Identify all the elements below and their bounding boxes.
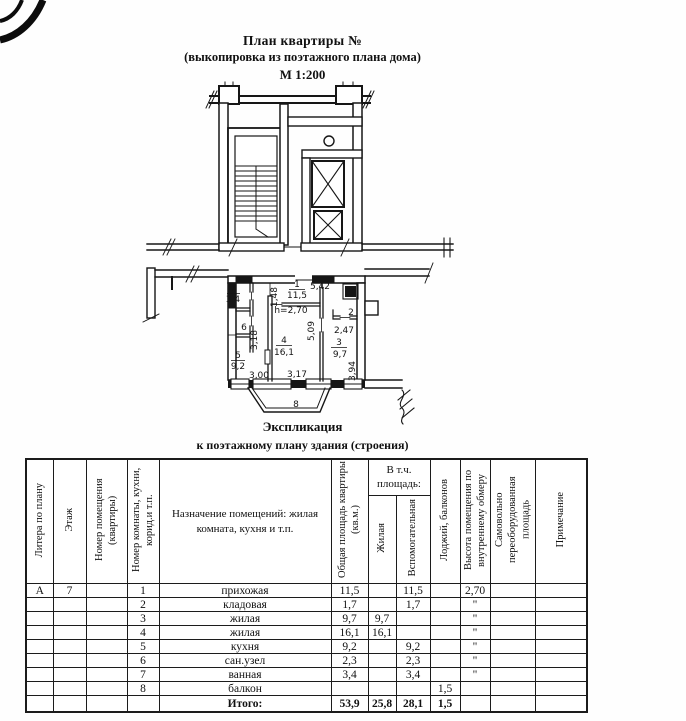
cell-apt	[86, 584, 127, 598]
room2-number: 2	[348, 308, 354, 318]
room5-area: 9,2	[230, 362, 246, 372]
dim-3-17: 3,17	[286, 370, 308, 380]
table-row: 3 жилая 9,7 9,7 "	[26, 612, 587, 626]
col-header-unauthorized: Самовольно переоборудованная площадь	[490, 459, 535, 584]
staircase	[228, 128, 284, 245]
plan-title: План квартиры №	[242, 33, 363, 48]
room1-area: 11,5	[286, 291, 308, 301]
room3-area: 9,7	[332, 350, 348, 360]
room7-number: 7	[230, 284, 236, 294]
col-header-height: Высота помещения по внутреннему обмеру	[460, 459, 490, 584]
col-header-total-area: Общая площадь квартиры (кв.м.)	[331, 459, 368, 584]
col-header-note: Примечание	[535, 459, 587, 584]
table-row: 7 ванная 3,4 3,4 "	[26, 668, 587, 682]
explication-subtitle: к поэтажному плану здания (строения)	[196, 438, 409, 452]
cell-loggia	[430, 584, 460, 598]
cell-height: 2,70	[460, 584, 490, 598]
dim-3-18: 3,18	[250, 329, 260, 351]
table-row: 6 сан.узел 2,3 2,3 "	[26, 654, 587, 668]
floor-plan-drawing	[140, 80, 480, 430]
col-header-floor: Этаж	[53, 459, 86, 584]
dim-5-42: 5,42	[309, 282, 331, 292]
total-label: Итого:	[159, 696, 331, 713]
vent-circle	[324, 136, 334, 146]
room4-number: 4	[281, 336, 287, 346]
plan-title-block	[130, 33, 475, 83]
elevator-shaft-small	[314, 211, 342, 239]
room6-number: 6	[241, 323, 247, 333]
cell-aux: 11,5	[396, 584, 430, 598]
table-row	[26, 584, 587, 598]
col-header-aux: Вспомогательная	[396, 495, 430, 583]
col-header-living: Жилая	[368, 495, 396, 583]
cell-total: 11,5	[331, 584, 368, 598]
plan-labels	[226, 280, 358, 410]
elevator-shaft-large	[312, 161, 344, 207]
cell-unauth	[490, 584, 535, 598]
cell-note	[535, 584, 587, 598]
table-row: 8 балкон 1,5	[26, 682, 587, 696]
col-header-loggia: Лоджий, балконов	[430, 459, 460, 584]
cell-litera: А	[26, 584, 53, 598]
room4-area: 16,1	[273, 348, 295, 358]
total-area-value: 53,9	[331, 696, 368, 713]
dim-1-48: 1,48	[270, 286, 280, 308]
scan-artifact-corner-mark	[0, 0, 64, 52]
col-header-litera: Литера по плану	[26, 459, 53, 584]
room1-number: 1	[294, 280, 300, 290]
dim-3-00: 3,00	[248, 371, 270, 381]
cell-living	[368, 584, 396, 598]
cell-num: 1	[127, 584, 159, 598]
total-living-value: 25,8	[368, 696, 396, 713]
table-row: 5 кухня 9,2 9,2 "	[26, 640, 587, 654]
col-header-incl-area: В т.ч. площадь:	[368, 459, 430, 495]
cell-name: прихожая	[159, 584, 331, 598]
explication-title: Экспликация	[262, 419, 343, 434]
room5-number: 5	[235, 351, 241, 361]
total-loggia-value: 1,5	[430, 696, 460, 713]
dim-2-47: 2,47	[333, 326, 355, 336]
dim-3-94: 3,94	[348, 360, 358, 382]
total-aux-value: 28,1	[396, 696, 430, 713]
ceiling-height-label: h=2,70	[274, 306, 308, 316]
plan-scale: М 1:200	[279, 66, 326, 82]
table-row: 2 кладовая 1,7 1,7 "	[26, 598, 587, 612]
explication-table	[25, 458, 588, 713]
col-header-purpose: Назначение помещений: жилая комната, кухня и т.п.	[159, 459, 331, 584]
balcony	[248, 388, 330, 412]
room8-number: 8	[293, 400, 299, 410]
stairwell-elevator-block	[206, 82, 374, 256]
table-row: 4 жилая 16,1 16,1 "	[26, 626, 587, 640]
cell-floor: 7	[53, 584, 86, 598]
table-total-row	[26, 696, 587, 713]
col-header-room-number: Номер комнаты, кухни, корид.и т.п.	[127, 459, 159, 584]
plan-subtitle: (выкопировка из поэтажного плана дома)	[184, 49, 421, 64]
col-header-apartment-number: Номер помещения (квартиры)	[86, 459, 127, 584]
room7-area: 3,4	[225, 295, 241, 305]
dim-5-09: 5,09	[307, 320, 317, 342]
vent-shaft-square	[345, 286, 356, 297]
room3-number: 3	[336, 338, 342, 348]
